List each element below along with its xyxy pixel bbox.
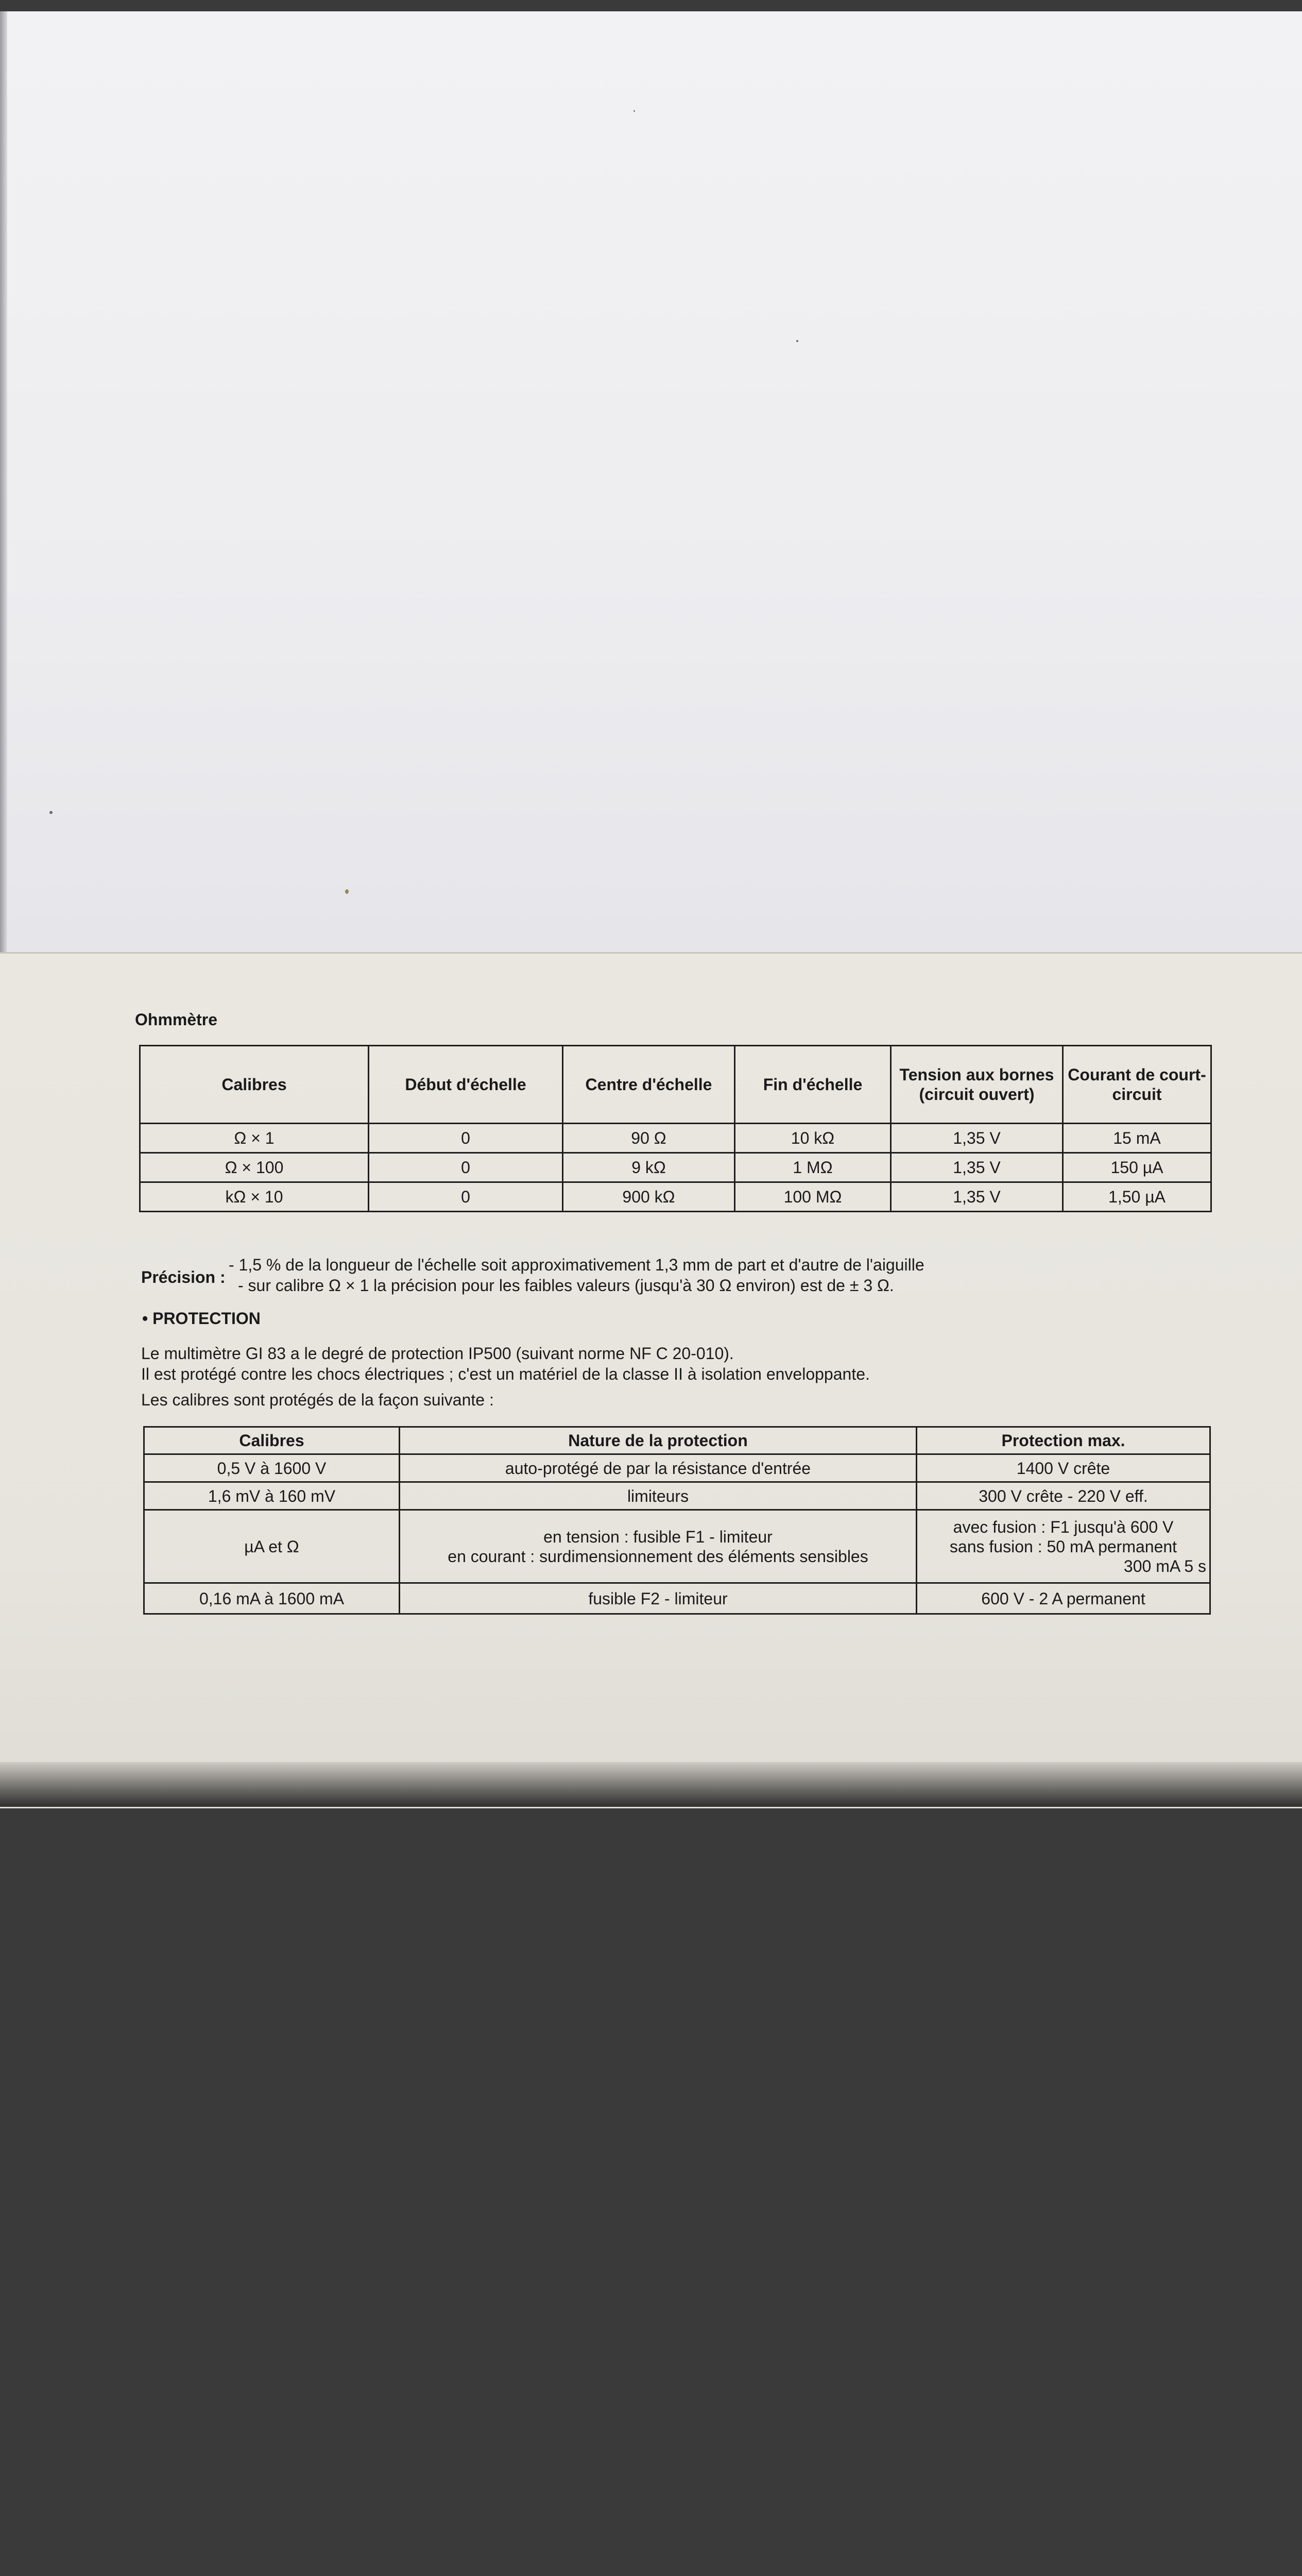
paper-speck (345, 889, 349, 894)
cell-line: limiteurs (627, 1486, 689, 1505)
column-header: Fin d'échelle (735, 1046, 891, 1124)
max-protection-cell (917, 1482, 1210, 1510)
max-protection-cell (917, 1454, 1210, 1482)
table-cell: 0 (369, 1124, 563, 1153)
ohmmeter-title: Ohmmètre (135, 1010, 218, 1029)
paper-speck (796, 340, 798, 342)
calibre-cell: 1,6 mV à 160 mV (144, 1482, 400, 1510)
column-header: Nature de la protection (400, 1427, 917, 1454)
calibre-cell: 0,5 V à 1600 V (144, 1454, 400, 1482)
table-cell: 10 kΩ (735, 1124, 891, 1153)
precision-line-2: - sur calibre Ω × 1 la précision pour les faibles valeurs (jusqu'à 30 Ω environ) est de ± 3 Ω. (238, 1276, 894, 1295)
table-cell: kΩ × 10 (140, 1182, 369, 1212)
table-cell: 100 MΩ (735, 1182, 891, 1212)
column-header: Centre d'échelle (563, 1046, 735, 1124)
scan-bottom-edge (0, 1762, 1302, 1807)
column-header: Calibres (144, 1427, 400, 1454)
paper-speck (633, 110, 635, 112)
table-cell: 0 (369, 1182, 563, 1212)
max-protection-cell (917, 1583, 1210, 1614)
column-header: Calibres (140, 1046, 369, 1124)
table-cell: Ω × 100 (140, 1153, 369, 1182)
protection-paragraph-1: Le multimètre GI 83 a le degré de protection IP500 (suivant norme NF C 20-010). (141, 1344, 734, 1363)
calibre-cell: 0,16 mA à 1600 mA (144, 1583, 400, 1614)
table-header-row (140, 1046, 1211, 1124)
protection-paragraph-2: Il est protégé contre les chocs électriques ; c'est un matériel de la classe II à isolation enveloppante. (141, 1365, 870, 1383)
table-header-row (144, 1427, 1210, 1454)
page-edge-shadow (0, 11, 7, 952)
table-cell: 0 (369, 1153, 563, 1182)
table-row (140, 1153, 1211, 1182)
cell-line: 600 V - 2 A permanent (981, 1589, 1145, 1608)
table-cell: 9 kΩ (563, 1153, 735, 1182)
table-row (140, 1124, 1211, 1153)
cell-line: 1400 V crête (1016, 1459, 1110, 1478)
cell-line: 300 mA 5 s (1123, 1556, 1206, 1575)
protection-heading: • PROTECTION (142, 1309, 261, 1328)
column-header: Protection max. (917, 1427, 1210, 1454)
table-cell: 1,35 V (891, 1153, 1063, 1182)
table-row (144, 1510, 1210, 1583)
table-cell: 1,35 V (891, 1124, 1063, 1153)
column-header: Courant de court-circuit (1063, 1046, 1211, 1124)
protection-table (143, 1426, 1211, 1615)
column-header: Début d'échelle (369, 1046, 563, 1124)
precision-label: Précision : (141, 1268, 226, 1286)
table-cell: 1,50 µA (1063, 1182, 1211, 1212)
calibre-cell: µA et Ω (144, 1510, 400, 1583)
precision-line-1: - 1,5 % de la longueur de l'échelle soit approximativement 1,3 mm de part et d'autre de l'aiguille (229, 1256, 924, 1274)
blank-top-sheet (0, 11, 1302, 952)
table-cell: 150 µA (1063, 1153, 1211, 1182)
cell-line: en tension : fusible F1 - limiteur (543, 1527, 773, 1546)
table-row (140, 1182, 1211, 1212)
protection-paragraph-3: Les calibres sont protégés de la façon suivante : (141, 1391, 494, 1409)
ohmmeter-table (139, 1045, 1212, 1212)
table-cell: 90 Ω (563, 1124, 735, 1153)
cell-line: auto-protégé de par la résistance d'entrée (505, 1459, 811, 1478)
table-row (144, 1482, 1210, 1510)
cell-line: sans fusion : 50 mA permanent (949, 1537, 1177, 1556)
paper-speck (49, 811, 53, 814)
nature-cell (400, 1583, 917, 1614)
cell-line: avec fusion : F1 jusqu'à 600 V (953, 1517, 1174, 1536)
column-header: Tension aux bornes (circuit ouvert) (891, 1046, 1063, 1124)
table-row (144, 1583, 1210, 1614)
table-row (144, 1454, 1210, 1482)
nature-cell (400, 1510, 917, 1583)
cell-line: en courant : surdimensionnement des éléments sensibles (448, 1547, 868, 1566)
nature-cell (400, 1482, 917, 1510)
cell-line: fusible F2 - limiteur (588, 1589, 728, 1608)
table-cell: 900 kΩ (563, 1182, 735, 1212)
nature-cell (400, 1454, 917, 1482)
table-cell: Ω × 1 (140, 1124, 369, 1153)
cell-line: 300 V crête - 220 V eff. (979, 1486, 1148, 1505)
table-cell: 1,35 V (891, 1182, 1063, 1212)
max-protection-cell (917, 1510, 1210, 1583)
table-cell: 15 mA (1063, 1124, 1211, 1153)
table-cell: 1 MΩ (735, 1153, 891, 1182)
